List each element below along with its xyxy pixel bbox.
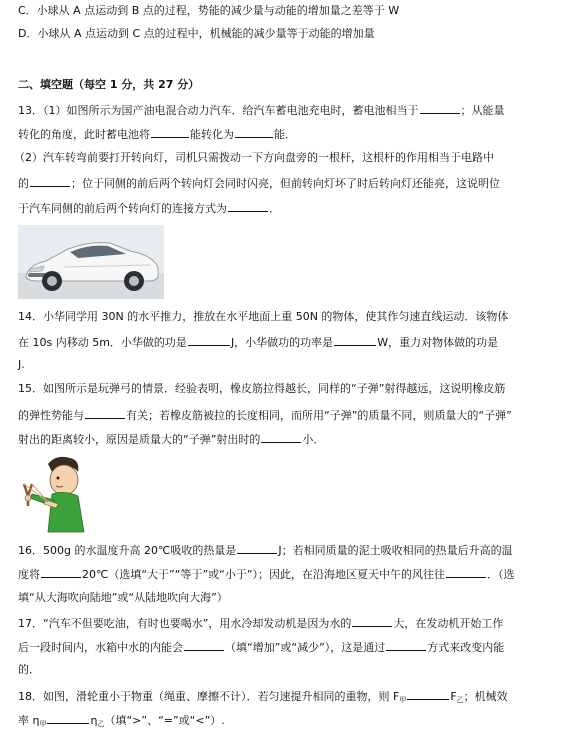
q18-l1b: F <box>450 690 457 703</box>
q14-line2 <box>18 334 570 350</box>
q14-line3: J. <box>18 358 25 371</box>
q15-l3a: 射出的距离较小，原因是质量大的“子弹”射出时的 <box>18 433 261 446</box>
q15-line1: 15．如图所示是玩弹弓的情景．经验表明，橡皮筋拉得越长，同样的“子弹”射得越远，这说明橡皮筋 <box>18 382 506 395</box>
q15-l3b: 小． <box>302 433 325 446</box>
q13-l5a: 于汽车同侧的前后两个转向灯的连接方式为 <box>18 202 227 215</box>
q16-l2c: ．（选 <box>487 568 515 581</box>
q16-l1b: J；若相同质量的泥土吸收相同的热量后升高的温 <box>278 544 513 557</box>
q14-l2a: 在 10s 内移动 5m．小华做的功是 <box>18 336 187 349</box>
q17-l2a: 后一段时间内，水箱中水的内能会 <box>18 641 183 654</box>
subscript-yi: 乙 <box>456 696 464 704</box>
q13-line3: （2）汽车转弯前要打开转向灯，司机只需拨动一下方向盘旁的一根杆，这根杆的作用相当于电路中 <box>14 151 494 164</box>
answer-blank[interactable] <box>235 126 273 138</box>
q15-l2b: 有关；若橡皮筋被拉的长度相同，而所用“子弹”的质量不同，则质量大的“子弹” <box>126 409 512 422</box>
q14-line1: 14．小华同学用 30N 的水平推力，推放在水平地面上重 50N 的物体，使其作匀速直线运动．该物体 <box>18 310 509 323</box>
option-c: C．小球从 A 点运动到 B 点的过程，势能的减少量与动能的增加量之差等于 W <box>18 4 400 17</box>
answer-blank[interactable] <box>237 542 277 554</box>
answer-blank[interactable] <box>47 712 89 724</box>
q13-l4b: ；位于同侧的前后两个转向灯会同时闪亮，但前转向灯坏了时后转向灯还能亮，这说明位 <box>71 177 500 190</box>
q18-l1a: 18．如图，滑轮重小于物重（绳重、摩擦不计）．若匀速提升相同的重物，则 F <box>18 690 400 703</box>
q13-line4 <box>18 175 570 191</box>
q16-l1a: 16．500g 的水温度升高 20℃吸收的热量是 <box>18 544 237 557</box>
q13-l4a: 的 <box>18 177 29 190</box>
q17-line3: 的． <box>18 663 40 676</box>
q18-line1 <box>18 688 570 707</box>
answer-blank[interactable] <box>334 334 376 346</box>
q15-line3 <box>18 431 570 447</box>
q14-l2c: W，重力对物体做的功是 <box>377 336 499 349</box>
q18-line2 <box>18 712 570 731</box>
slingshot-image <box>18 454 98 536</box>
q17-l2b: （填“增加”或“减少”），这是通过 <box>225 641 386 654</box>
answer-blank[interactable] <box>228 200 268 212</box>
answer-blank[interactable] <box>446 566 486 578</box>
answer-blank[interactable] <box>30 175 70 187</box>
answer-blank[interactable] <box>407 688 449 700</box>
q13-l1b: ；从能量 <box>460 104 505 117</box>
answer-blank[interactable] <box>184 639 224 651</box>
q15-l2a: 的弹性势能与 <box>18 409 84 422</box>
q13-l1a: 13．（1）如图所示为国产油电混合动力汽车．给汽车蓄电池充电时，蓄电池相当于 <box>18 104 419 117</box>
q13-line2 <box>18 126 570 142</box>
q16-l2a: 度将 <box>18 568 40 581</box>
q15-line2 <box>18 407 570 423</box>
q14-l2b: J，小华做功的功率是 <box>230 336 334 349</box>
q17-line1 <box>18 615 570 631</box>
q17-l2c: 方式来改变内能 <box>427 641 505 654</box>
option-d: D．小球从 A 点运动到 C 点的过程中，机械能的减少量等于动能的增加量 <box>18 27 375 40</box>
car-illustration <box>18 225 164 299</box>
section-title: 二、填空题（每空 1 分，共 27 分） <box>18 78 200 91</box>
answer-blank[interactable] <box>151 126 189 138</box>
q13-l2a: 转化的角度，此时蓄电池将 <box>18 128 150 141</box>
answer-blank[interactable] <box>261 431 301 443</box>
q17-l1b: 大，在发动机开始工作 <box>393 617 504 630</box>
q13-line1 <box>18 102 570 118</box>
answer-blank[interactable] <box>352 615 392 627</box>
q13-line5 <box>18 200 570 216</box>
subscript-jia: 甲 <box>399 696 407 704</box>
subscript-jia: 甲 <box>39 720 47 728</box>
q16-line1 <box>18 542 570 558</box>
q13-l2c: 能． <box>274 128 296 141</box>
answer-blank[interactable] <box>85 407 125 419</box>
answer-blank[interactable] <box>420 102 460 114</box>
subscript-yi: 乙 <box>97 720 105 728</box>
answer-blank[interactable] <box>386 639 426 651</box>
q18-l1c: ；机械效 <box>463 690 508 703</box>
q18-l2a: 率 η <box>18 714 40 727</box>
car-image <box>18 225 164 299</box>
q17-line2 <box>18 639 570 655</box>
q13-l5b: ． <box>269 202 280 215</box>
q16-line3: 填“从大海吹向陆地”或“从陆地吹向大海”） <box>18 591 228 604</box>
q18-l2b: η <box>90 714 98 727</box>
q18-l2c: （填“>”、“=”或“<”）. <box>104 714 225 727</box>
answer-blank[interactable] <box>41 566 81 578</box>
q13-l2b: 能转化为 <box>190 128 234 141</box>
slingshot-boy-illustration <box>18 454 98 536</box>
q16-line2 <box>18 566 570 582</box>
q17-l1a: 17．“汽车不但要吃油，有时也要喝水”，用水冷却发动机是因为水的 <box>18 617 352 630</box>
q16-l2b: 20℃（选填“大于”“等于”或“小于”）；因此，在沿海地区夏天中午的风往往 <box>82 568 446 581</box>
answer-blank[interactable] <box>188 334 230 346</box>
